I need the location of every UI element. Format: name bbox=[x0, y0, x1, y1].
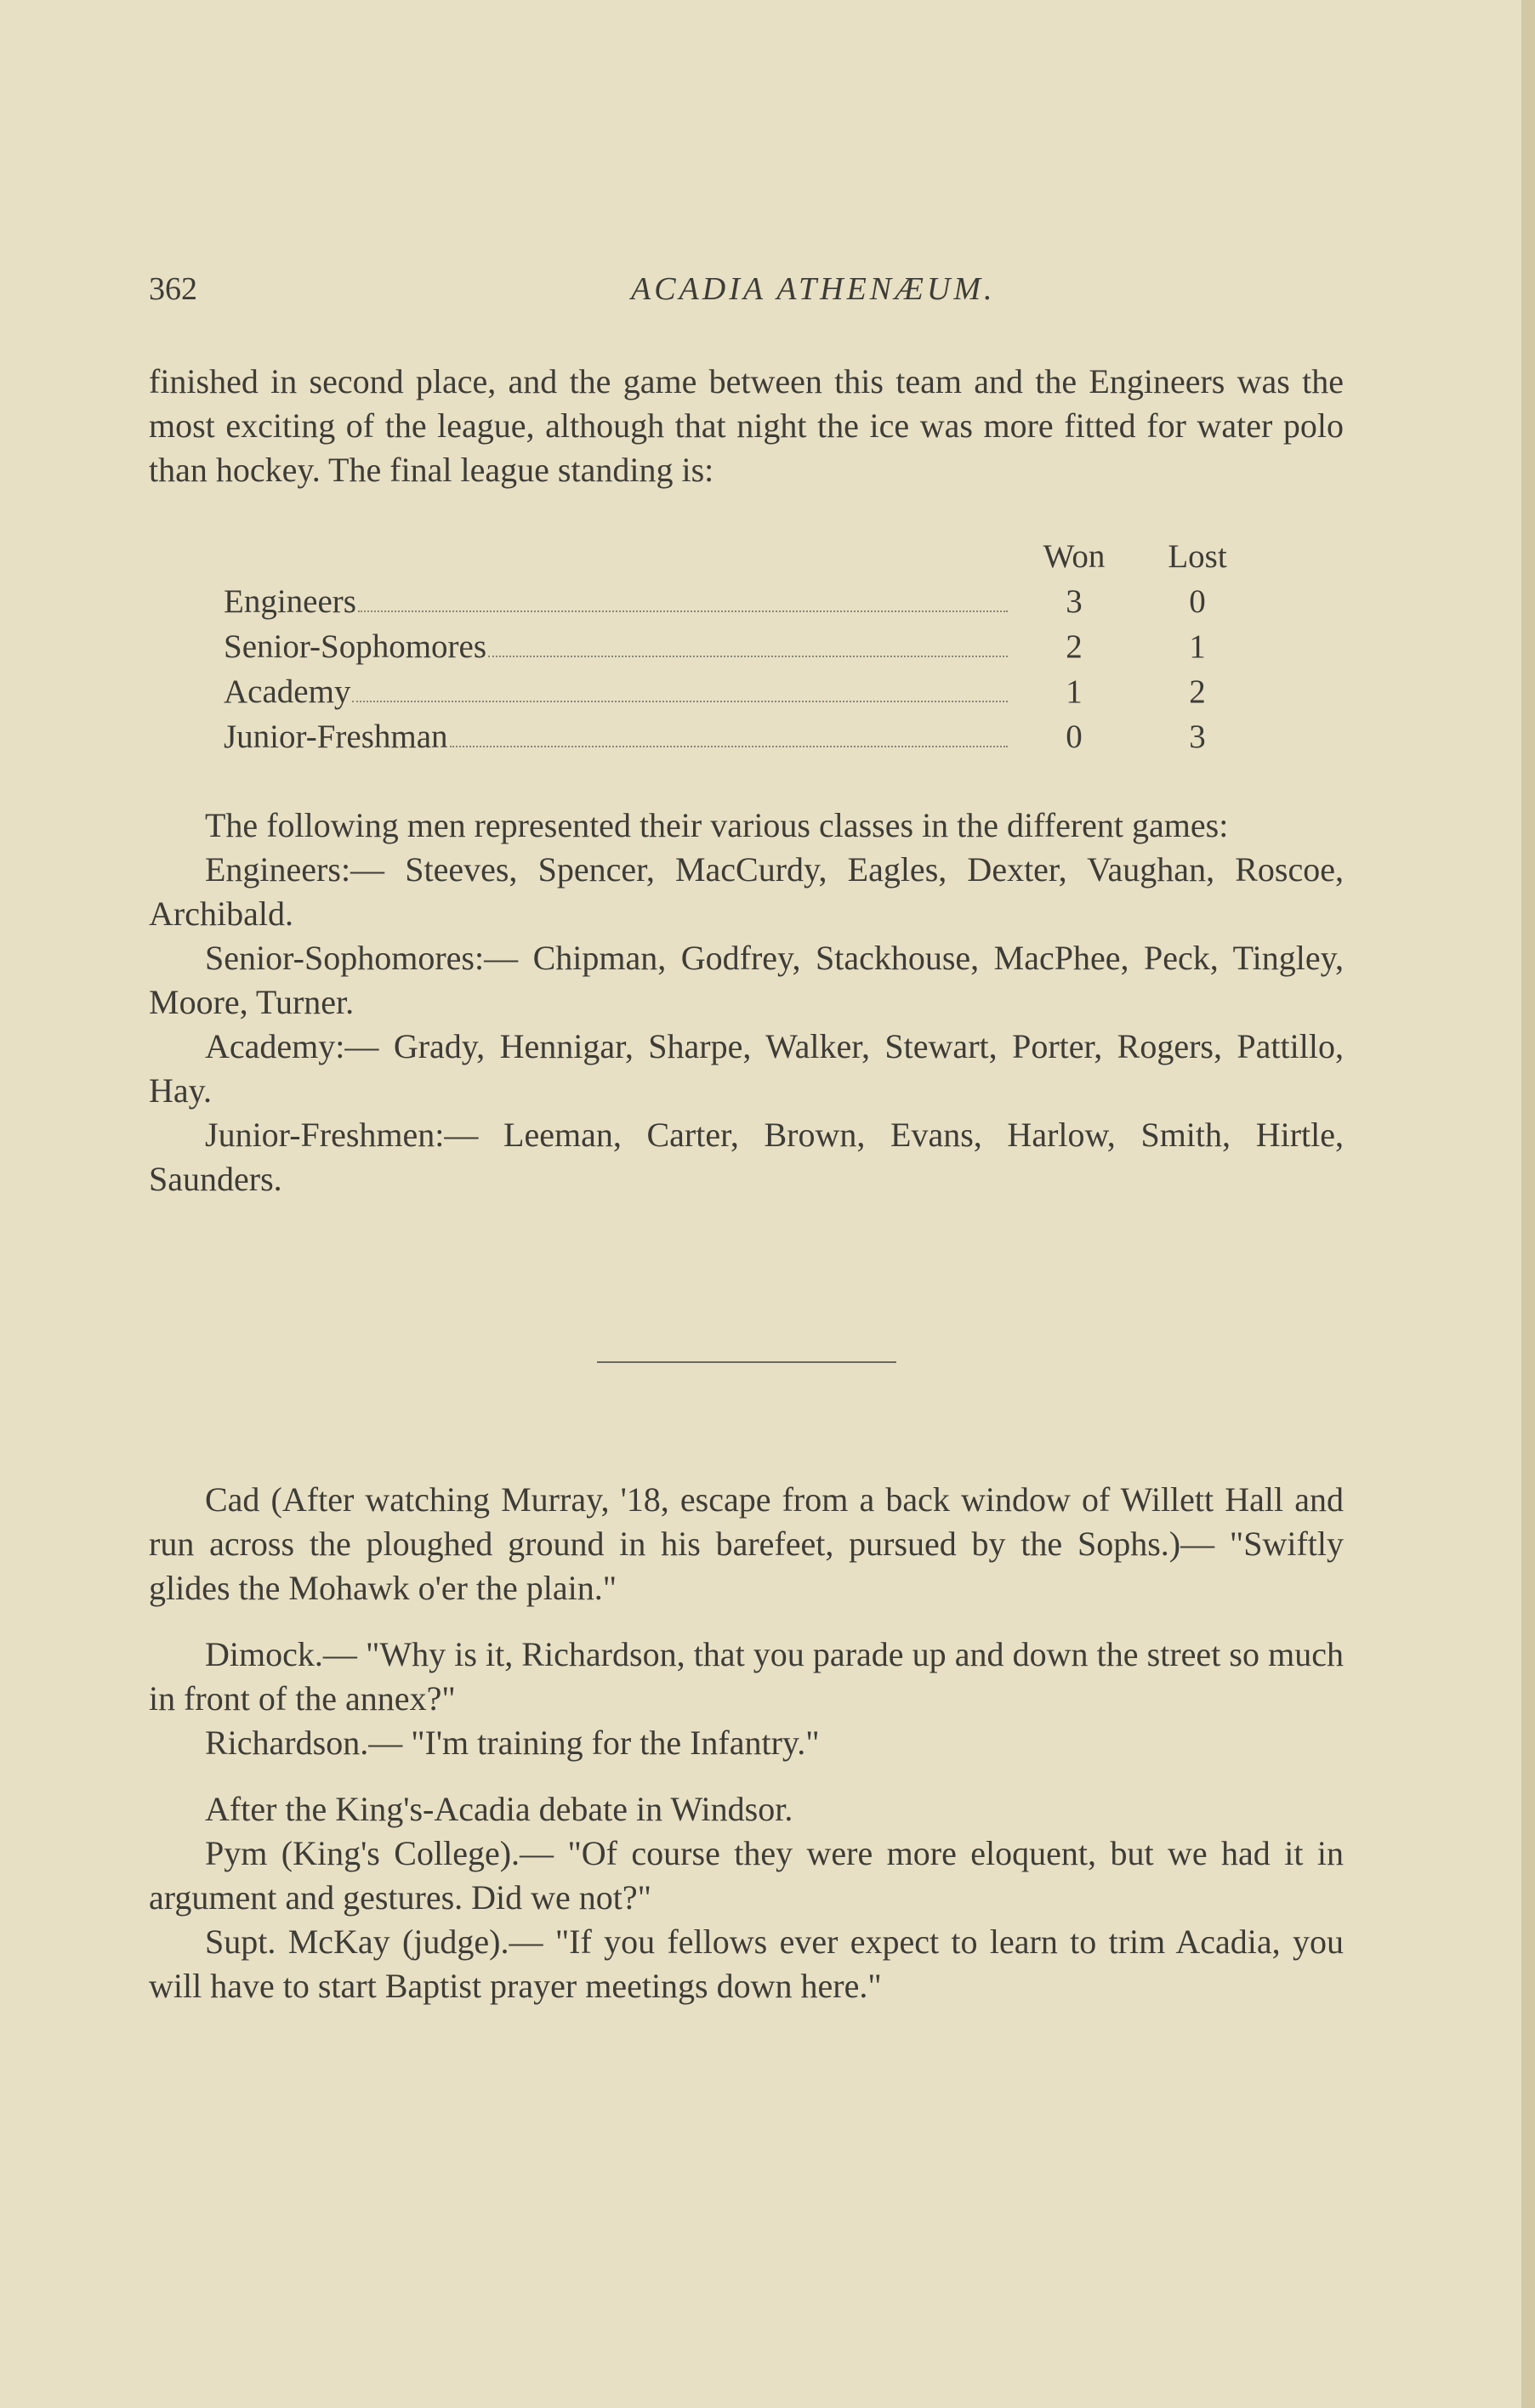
won-value: 2 bbox=[1066, 628, 1083, 665]
rosters-section bbox=[149, 804, 1344, 1201]
jokes-section bbox=[149, 1478, 1344, 2008]
standings-table bbox=[224, 534, 1261, 759]
team-name: Senior-Sophomores bbox=[224, 628, 487, 665]
standings-row bbox=[224, 714, 1261, 759]
joke-dimock: Dimock.— "Why is it, Richardson, that you parade up and down the street so much in front of the annex?" bbox=[149, 1635, 1344, 1718]
roster-junior-freshmen: Junior-Freshmen:— Leeman, Carter, Brown, Evans, Harlow, Smith, Hirtle, Saunders. bbox=[149, 1116, 1344, 1198]
team-name: Engineers bbox=[224, 583, 356, 620]
lost-value: 3 bbox=[1189, 718, 1206, 755]
lost-value: 2 bbox=[1189, 673, 1206, 710]
won-value: 1 bbox=[1066, 673, 1083, 710]
standings-row bbox=[224, 624, 1261, 669]
joke-debate-intro: After the King's-Acadia debate in Windsor. bbox=[205, 1790, 793, 1828]
dot-leader bbox=[352, 701, 1008, 702]
lost-value: 1 bbox=[1189, 628, 1206, 665]
roster-engineers: Engineers:— Steeves, Spencer, MacCurdy, Eagles, Dexter, Vaughan, Roscoe, Archibald. bbox=[149, 850, 1344, 933]
running-title: ACADIA ATHENÆUM. bbox=[631, 271, 996, 307]
section-divider bbox=[597, 1361, 896, 1363]
won-value: 0 bbox=[1066, 718, 1083, 755]
team-name: Junior-Freshman bbox=[224, 718, 448, 755]
intro-paragraph: finished in second place, and the game between this team and the Engineers was the most exciting of the league, although that night the ice was more fitted for water polo than hockey. The final league standing is: bbox=[149, 362, 1344, 489]
lost-value: 0 bbox=[1189, 583, 1206, 620]
standings-row bbox=[224, 579, 1261, 624]
dot-leader bbox=[450, 746, 1008, 747]
dot-leader bbox=[358, 611, 1008, 612]
roster-senior-sophomores: Senior-Sophomores:— Chipman, Godfrey, Stackhouse, MacPhee, Peck, Tingley, Moore, Turner. bbox=[149, 939, 1344, 1021]
won-value: 3 bbox=[1066, 583, 1083, 620]
standings-row bbox=[224, 669, 1261, 714]
standings-header-row bbox=[224, 534, 1261, 579]
rosters-intro: The following men represented their various classes in the different games: bbox=[205, 806, 1229, 844]
page-edge bbox=[1521, 0, 1535, 2408]
dot-leader bbox=[488, 656, 1008, 657]
roster-academy: Academy:— Grady, Hennigar, Sharpe, Walker, Stewart, Porter, Rogers, Pattillo, Hay. bbox=[149, 1027, 1344, 1110]
won-column-header: Won bbox=[1043, 538, 1106, 575]
joke-mckay: Supt. McKay (judge).— "If you fellows ever expect to learn to trim Acadia, you will have to start Baptist prayer meetings down here." bbox=[149, 1922, 1344, 2005]
joke-pym: Pym (King's College).— "Of course they were more eloquent, but we had it in argument and gestures. Did we not?" bbox=[149, 1834, 1344, 1917]
team-name: Academy bbox=[224, 673, 351, 710]
joke-richardson: Richardson.— "I'm training for the Infantry." bbox=[205, 1724, 820, 1762]
page-header bbox=[149, 270, 1344, 321]
intro-section bbox=[149, 360, 1344, 492]
lost-column-header: Lost bbox=[1168, 538, 1227, 575]
page-number: 362 bbox=[149, 271, 197, 307]
joke-cad: Cad (After watching Murray, '18, escape from a back window of Willett Hall and run across the ploughed ground in his barefeet, pursued by the Sophs.)— "Swiftly glides the Mohawk o'er the plain." bbox=[149, 1480, 1344, 1607]
